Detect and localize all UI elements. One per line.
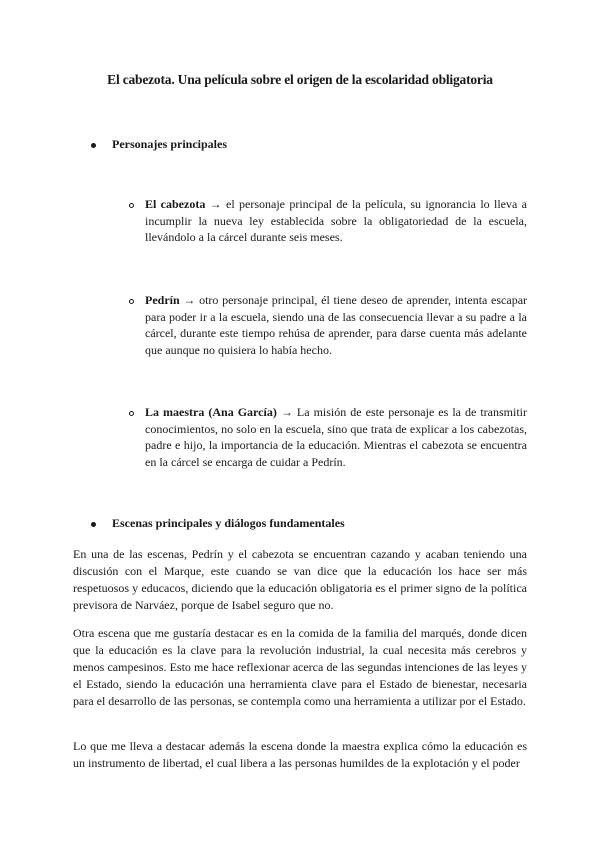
hollow-bullet-icon (129, 203, 134, 208)
body-paragraph: Lo que me lleva a destacar además la escena donde la maestra explica cómo la educación es un instrumento de libertad, el cual libera a las personas humildes de la explotación y el poder (73, 739, 527, 770)
arrow-glyph: → (280, 405, 293, 419)
hollow-bullet-icon (129, 299, 134, 304)
arrow-glyph: → (183, 293, 196, 307)
character-description: La misión de este personaje es la de transmitir conocimientos, no solo en la escuela, sino que trata de explicar a los cabezotas, padre e hijo, la importancia de la educación. Mientras el cabezota se encuentra en la cárcel se encarga de cuidar a Pedrín. (145, 405, 528, 469)
character-item (145, 404, 527, 470)
character-description: el personaje principal de la película, su ignorancia lo lleva a incumplir la nueva ley establecida sobre la obligatoriedad de la escuela, llevándolo a la cárcel durante seis meses. (145, 197, 527, 244)
character-item (145, 196, 527, 246)
character-name: Pedrín (145, 293, 180, 307)
arrow-glyph: → (209, 197, 222, 211)
document-title: El cabezota. Una película sobre el origen de la escolaridad obligatoria (107, 72, 493, 87)
bullet-dot-icon (91, 522, 96, 527)
bullet-dot-icon (91, 143, 96, 148)
hollow-bullet-icon (129, 411, 134, 416)
character-description: otro personaje principal, él tiene deseo de aprender, intenta escapar para poder ir a la escuela, siendo una de las consecuencia llevar a su padre a la cárcel, durante este tiempo rehúsa de aprender, para darse cuenta más adelante que aunque no quisiera lo había hecho. (145, 293, 528, 357)
character-item (145, 292, 527, 358)
character-name: El cabezota (145, 197, 206, 211)
body-paragraph: Otra escena que me gustaría destacar es en la comida de la familia del marqués, donde dicen que la educación es la clave para la revolución industrial, la cual necesita más cerebros y menos campesinos. Esto me hace reflexionar acerca de las segundas intenciones de las leyes y el Estado, siendo la educación una herramienta clave para el Estado de bienestar, necesaria para el desarrollo de las personas, se contempla como una herramienta a utilizar por el Estado. (73, 626, 527, 708)
character-name: La maestra (Ana García) (145, 405, 277, 419)
section-heading-scenes: Escenas principales y diálogos fundamentales (112, 516, 345, 530)
section-heading-characters: Personajes principales (112, 137, 227, 151)
body-paragraph: En una de las escenas, Pedrín y el cabezota se encuentran cazando y acaban teniendo una discusión con el Marque, este cuando se van dice que la educación los hace ser más respetuosos y educacos, diciendo que la educación obligatoria es el primer signo de la política previsora de Narváez, porque de Isabel seguro que no. (73, 547, 527, 612)
